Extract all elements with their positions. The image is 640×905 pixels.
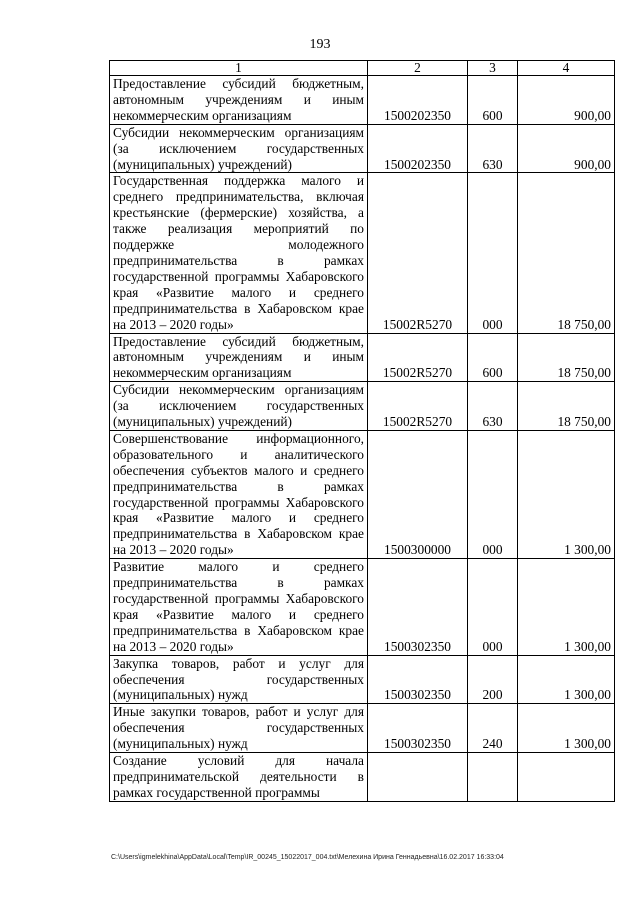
row-code-cell: 1500202350 [368,76,468,125]
row-code-cell [368,753,468,802]
row-sum-cell: 900,00 [518,76,615,125]
row-type-cell: 600 [468,333,518,382]
row-code-cell: 1500202350 [368,124,468,173]
row-sum-cell: 900,00 [518,124,615,173]
table-row [110,76,615,125]
row-type-cell: 240 [468,704,518,753]
row-code-cell: 1500302350 [368,704,468,753]
row-name-cell: Развитие малого и среднего предпринимательства в рамках государственной программы Хабаровского края «Развитие малого и среднего предпринимательства в Хабаровском крае на 2013 – 2020 годы» [110,559,368,655]
row-type-cell: 000 [468,559,518,655]
row-name-cell: Предоставление субсидий бюджетным, автономным учреждениям и иным некоммерческим организациям [110,76,368,125]
table-row [110,124,615,173]
table-header-row [110,61,615,76]
table-row [110,333,615,382]
row-type-cell: 000 [468,430,518,558]
table-row [110,655,615,704]
row-name-cell: Субсидии некоммерческим организациям (за исключением государственных (муниципальных) учреждений) [110,124,368,173]
row-name-cell: Закупка товаров, работ и услуг для обеспечения государственных (муниципальных) нужд [110,655,368,704]
file-path-footer: C:\Users\igmelekhina\AppData\Local\Temp\IR_00245_15022017_004.txt\Мелехина Ирина Геннадьевна\16.02.2017 16:33:04 [111,854,504,861]
header-cell-3: 3 [468,61,518,76]
row-name-cell: Предоставление субсидий бюджетным, автономным учреждениям и иным некоммерческим организациям [110,333,368,382]
header-cell-1: 1 [110,61,368,76]
table-row [110,753,615,802]
table-row [110,430,615,558]
budget-table [109,60,615,802]
row-type-cell: 630 [468,124,518,173]
header-cell-2: 2 [368,61,468,76]
row-type-cell [468,753,518,802]
row-name-cell: Иные закупки товаров, работ и услуг для обеспечения государственных (муниципальных) нужд [110,704,368,753]
row-sum-cell [518,753,615,802]
row-sum-cell: 18 750,00 [518,173,615,333]
row-code-cell: 15002R5270 [368,333,468,382]
row-sum-cell: 18 750,00 [518,382,615,431]
row-code-cell: 1500302350 [368,655,468,704]
row-name-cell: Субсидии некоммерческим организациям (за исключением государственных (муниципальных) учреждений) [110,382,368,431]
header-cell-4: 4 [518,61,615,76]
row-sum-cell: 1 300,00 [518,655,615,704]
row-type-cell: 000 [468,173,518,333]
row-sum-cell: 1 300,00 [518,430,615,558]
row-code-cell: 1500300000 [368,430,468,558]
table-row [110,382,615,431]
row-name-cell: Совершенствование информационного, образовательного и аналитического обеспечения субъектов малого и среднего предпринимательства в рамках государственной программы Хабаровского края «Развитие малого и среднего предпринимательства в Хабаровском крае на 2013 – 2020 годы» [110,430,368,558]
table-row [110,173,615,333]
row-code-cell: 15002R5270 [368,173,468,333]
row-code-cell: 1500302350 [368,559,468,655]
row-name-cell: Создание условий для начала предпринимательской деятельности в рамках государственной программы [110,753,368,802]
row-name-cell: Государственная поддержка малого и среднего предпринимательства, включая крестьянские (фермерские) хозяйства, а также реализация мероприятий по поддержке молодежного предпринимательства в рамках государственной программы Хабаровского края «Развитие малого и среднего предпринимательства в Хабаровском крае на 2013 – 2020 годы» [110,173,368,333]
page-number: 193 [309,37,331,52]
row-sum-cell: 1 300,00 [518,559,615,655]
row-sum-cell: 18 750,00 [518,333,615,382]
row-type-cell: 600 [468,76,518,125]
row-sum-cell: 1 300,00 [518,704,615,753]
table-row [110,704,615,753]
row-type-cell: 630 [468,382,518,431]
row-code-cell: 15002R5270 [368,382,468,431]
row-type-cell: 200 [468,655,518,704]
table-row [110,559,615,655]
